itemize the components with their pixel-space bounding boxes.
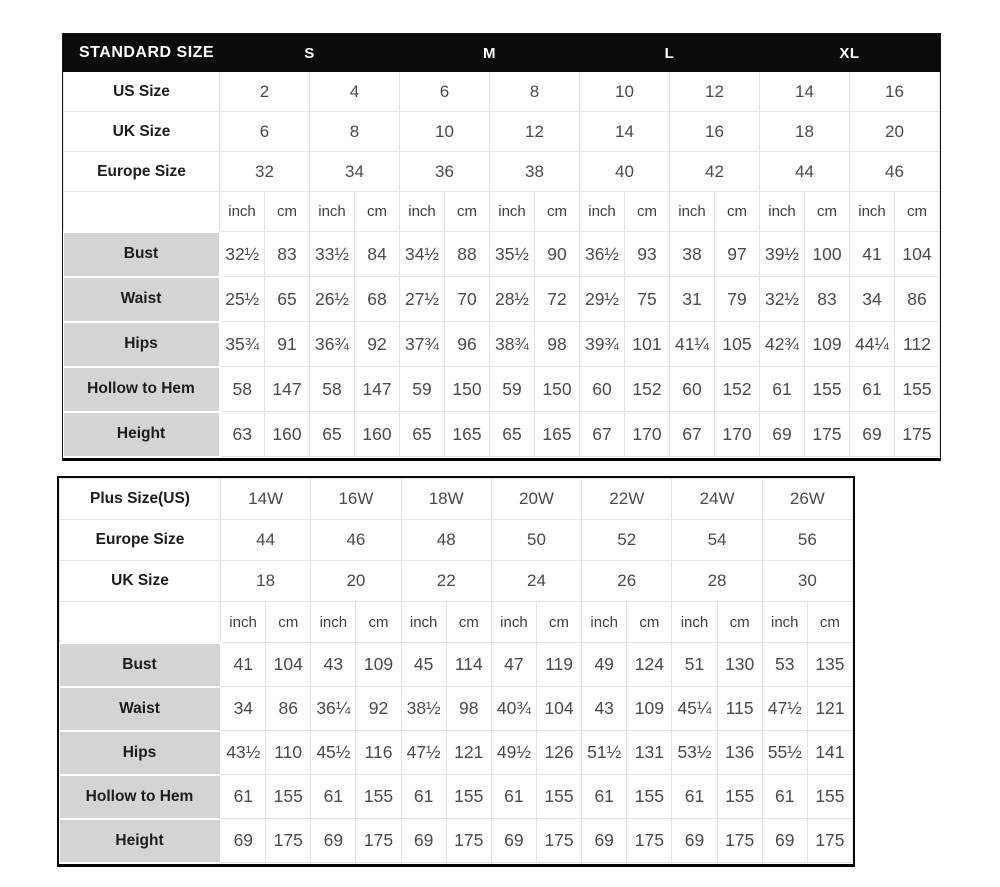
measurement-value: 41¼ bbox=[670, 322, 715, 367]
measurement-value: 32½ bbox=[760, 277, 805, 322]
measurement-value: 165 bbox=[535, 412, 580, 457]
measurement-label: Hips bbox=[64, 322, 220, 367]
measurement-value: 86 bbox=[266, 687, 311, 731]
unit-label-inch: inch bbox=[582, 602, 627, 643]
measurement-value: 35½ bbox=[490, 232, 535, 277]
row-label: Europe Size bbox=[64, 152, 220, 192]
measurement-value: 155 bbox=[717, 775, 762, 819]
measurement-value: 69 bbox=[850, 412, 895, 457]
measurement-value: 44¼ bbox=[850, 322, 895, 367]
measurement-value: 60 bbox=[670, 367, 715, 412]
unit-label-cm: cm bbox=[805, 192, 850, 232]
measurement-value: 68 bbox=[355, 277, 400, 322]
unit-label-inch: inch bbox=[760, 192, 805, 232]
size-value: 14W bbox=[221, 479, 311, 520]
measurement-value: 61 bbox=[221, 775, 266, 819]
measurement-value: 72 bbox=[535, 277, 580, 322]
size-value: 48 bbox=[401, 520, 491, 561]
unit-label-inch: inch bbox=[670, 192, 715, 232]
measurement-value: 147 bbox=[355, 367, 400, 412]
measurement-value: 150 bbox=[445, 367, 490, 412]
size-value: 30 bbox=[762, 561, 852, 602]
measurement-value: 69 bbox=[672, 819, 717, 863]
measurement-value: 59 bbox=[490, 367, 535, 412]
measurement-value: 43 bbox=[582, 687, 627, 731]
unit-label-cm: cm bbox=[627, 602, 672, 643]
measurement-label: Height bbox=[60, 819, 221, 863]
measurement-value: 43½ bbox=[221, 731, 266, 775]
measurement-value: 59 bbox=[400, 367, 445, 412]
measurement-value: 170 bbox=[625, 412, 670, 457]
measurement-value: 53 bbox=[762, 643, 807, 687]
measurement-value: 116 bbox=[356, 731, 401, 775]
measurement-value: 51 bbox=[672, 643, 717, 687]
unit-label-inch: inch bbox=[311, 602, 356, 643]
row-label: UK Size bbox=[64, 112, 220, 152]
measurement-value: 37¾ bbox=[400, 322, 445, 367]
size-value: 10 bbox=[580, 72, 670, 112]
measurement-label: Bust bbox=[64, 232, 220, 277]
size-group-header: M bbox=[400, 35, 580, 72]
measurement-value: 51½ bbox=[582, 731, 627, 775]
measurement-value: 79 bbox=[715, 277, 760, 322]
measurement-value: 63 bbox=[220, 412, 265, 457]
unit-label-inch: inch bbox=[580, 192, 625, 232]
measurement-value: 83 bbox=[265, 232, 310, 277]
measurement-value: 93 bbox=[625, 232, 670, 277]
measurement-value: 34½ bbox=[400, 232, 445, 277]
unit-label-inch: inch bbox=[221, 602, 266, 643]
measurement-value: 38 bbox=[670, 232, 715, 277]
measurement-value: 45 bbox=[401, 643, 446, 687]
measurement-value: 38¾ bbox=[490, 322, 535, 367]
size-value: 46 bbox=[850, 152, 940, 192]
table-body bbox=[60, 479, 853, 863]
measurement-value: 155 bbox=[536, 775, 581, 819]
measurement-value: 147 bbox=[265, 367, 310, 412]
measurement-value: 175 bbox=[805, 412, 850, 457]
size-value: 16 bbox=[670, 112, 760, 152]
measurement-value: 45¼ bbox=[672, 687, 717, 731]
measurement-value: 49 bbox=[582, 643, 627, 687]
measurement-value: 42¾ bbox=[760, 322, 805, 367]
measurement-value: 41 bbox=[850, 232, 895, 277]
size-value: 22W bbox=[582, 479, 672, 520]
measurement-value: 75 bbox=[625, 277, 670, 322]
measurement-label: Hips bbox=[60, 731, 221, 775]
measurement-value: 34 bbox=[850, 277, 895, 322]
unit-label-inch: inch bbox=[672, 602, 717, 643]
size-value: 12 bbox=[490, 112, 580, 152]
unit-row-blank bbox=[60, 602, 221, 643]
measurement-value: 104 bbox=[536, 687, 581, 731]
size-value: 52 bbox=[582, 520, 672, 561]
measurement-value: 112 bbox=[895, 322, 940, 367]
table-head bbox=[64, 35, 940, 72]
measurement-value: 83 bbox=[805, 277, 850, 322]
measurement-value: 47½ bbox=[401, 731, 446, 775]
measurement-value: 84 bbox=[355, 232, 400, 277]
measurement-value: 69 bbox=[762, 819, 807, 863]
measurement-value: 155 bbox=[356, 775, 401, 819]
size-value: 46 bbox=[311, 520, 401, 561]
measurement-value: 55½ bbox=[762, 731, 807, 775]
measurement-value: 35¾ bbox=[220, 322, 265, 367]
unit-label-inch: inch bbox=[401, 602, 446, 643]
size-value: 24W bbox=[672, 479, 762, 520]
measurement-label: Waist bbox=[64, 277, 220, 322]
measurement-value: 61 bbox=[582, 775, 627, 819]
measurement-value: 110 bbox=[266, 731, 311, 775]
measurement-value: 150 bbox=[535, 367, 580, 412]
measurement-row bbox=[64, 232, 940, 277]
measurement-value: 152 bbox=[625, 367, 670, 412]
measurement-value: 27½ bbox=[400, 277, 445, 322]
measurement-value: 175 bbox=[895, 412, 940, 457]
measurement-value: 36¾ bbox=[310, 322, 355, 367]
size-row bbox=[64, 112, 940, 152]
size-value: 50 bbox=[491, 520, 581, 561]
unit-label-inch: inch bbox=[490, 192, 535, 232]
measurement-value: 98 bbox=[446, 687, 491, 731]
size-value: 32 bbox=[220, 152, 310, 192]
unit-label-inch: inch bbox=[850, 192, 895, 232]
measurement-value: 155 bbox=[805, 367, 850, 412]
measurement-value: 175 bbox=[627, 819, 672, 863]
measurement-value: 38½ bbox=[401, 687, 446, 731]
size-value: 4 bbox=[310, 72, 400, 112]
size-value: 34 bbox=[310, 152, 400, 192]
unit-label-cm: cm bbox=[535, 192, 580, 232]
measurement-value: 160 bbox=[265, 412, 310, 457]
size-value: 22 bbox=[401, 561, 491, 602]
measurement-value: 61 bbox=[401, 775, 446, 819]
unit-label-inch: inch bbox=[762, 602, 807, 643]
size-value: 14 bbox=[580, 112, 670, 152]
measurement-value: 121 bbox=[446, 731, 491, 775]
measurement-value: 92 bbox=[355, 322, 400, 367]
size-group-header: L bbox=[580, 35, 760, 72]
measurement-value: 90 bbox=[535, 232, 580, 277]
measurement-row bbox=[64, 277, 940, 322]
measurement-value: 115 bbox=[717, 687, 762, 731]
unit-label-cm: cm bbox=[445, 192, 490, 232]
size-value: 20W bbox=[491, 479, 581, 520]
measurement-value: 105 bbox=[715, 322, 760, 367]
size-row bbox=[60, 561, 853, 602]
measurement-label: Hollow to Hem bbox=[60, 775, 221, 819]
measurement-value: 98 bbox=[535, 322, 580, 367]
measurement-value: 155 bbox=[446, 775, 491, 819]
measurement-label: Height bbox=[64, 412, 220, 457]
measurement-value: 61 bbox=[311, 775, 356, 819]
measurement-value: 141 bbox=[807, 731, 852, 775]
size-value: 6 bbox=[400, 72, 490, 112]
size-value: 40 bbox=[580, 152, 670, 192]
measurement-value: 47 bbox=[491, 643, 536, 687]
measurement-value: 65 bbox=[265, 277, 310, 322]
unit-label-cm: cm bbox=[717, 602, 762, 643]
unit-label-cm: cm bbox=[266, 602, 311, 643]
size-value: 10 bbox=[400, 112, 490, 152]
measurement-value: 155 bbox=[627, 775, 672, 819]
size-group-header: S bbox=[220, 35, 400, 72]
measurement-value: 33½ bbox=[310, 232, 355, 277]
measurement-value: 109 bbox=[805, 322, 850, 367]
measurement-value: 69 bbox=[401, 819, 446, 863]
measurement-value: 101 bbox=[625, 322, 670, 367]
size-value: 8 bbox=[310, 112, 400, 152]
measurement-value: 109 bbox=[627, 687, 672, 731]
measurement-value: 61 bbox=[760, 367, 805, 412]
size-value: 8 bbox=[490, 72, 580, 112]
measurement-label: Bust bbox=[60, 643, 221, 687]
measurement-row bbox=[60, 687, 853, 731]
measurement-row bbox=[64, 322, 940, 367]
measurement-value: 91 bbox=[265, 322, 310, 367]
measurement-value: 121 bbox=[807, 687, 852, 731]
measurement-value: 43 bbox=[311, 643, 356, 687]
size-value: 16 bbox=[850, 72, 940, 112]
measurement-value: 65 bbox=[310, 412, 355, 457]
size-value: 44 bbox=[760, 152, 850, 192]
measurement-value: 136 bbox=[717, 731, 762, 775]
unit-row bbox=[64, 192, 940, 232]
size-row bbox=[64, 72, 940, 112]
measurement-label: Hollow to Hem bbox=[64, 367, 220, 412]
measurement-value: 170 bbox=[715, 412, 760, 457]
measurement-value: 39½ bbox=[760, 232, 805, 277]
measurement-value: 29½ bbox=[580, 277, 625, 322]
size-value: 2 bbox=[220, 72, 310, 112]
unit-label-cm: cm bbox=[356, 602, 401, 643]
plus-size-table bbox=[59, 478, 853, 864]
measurement-value: 69 bbox=[491, 819, 536, 863]
measurement-value: 45½ bbox=[311, 731, 356, 775]
measurement-value: 96 bbox=[445, 322, 490, 367]
size-value: 42 bbox=[670, 152, 760, 192]
size-value: 20 bbox=[311, 561, 401, 602]
size-value: 18 bbox=[760, 112, 850, 152]
size-value: 12 bbox=[670, 72, 760, 112]
unit-label-cm: cm bbox=[355, 192, 400, 232]
unit-row-blank bbox=[64, 192, 220, 232]
measurement-value: 124 bbox=[627, 643, 672, 687]
measurement-value: 152 bbox=[715, 367, 760, 412]
measurement-value: 88 bbox=[445, 232, 490, 277]
measurement-value: 65 bbox=[400, 412, 445, 457]
header-row bbox=[64, 35, 940, 72]
measurement-value: 175 bbox=[446, 819, 491, 863]
standard-size-table-frame bbox=[62, 33, 941, 461]
measurement-row bbox=[64, 412, 940, 457]
standard-size-table bbox=[63, 34, 940, 458]
size-value: 6 bbox=[220, 112, 310, 152]
measurement-value: 69 bbox=[311, 819, 356, 863]
plus-size-table-frame bbox=[57, 476, 855, 867]
measurement-value: 69 bbox=[221, 819, 266, 863]
measurement-value: 26½ bbox=[310, 277, 355, 322]
measurement-value: 165 bbox=[445, 412, 490, 457]
measurement-value: 160 bbox=[355, 412, 400, 457]
measurement-value: 119 bbox=[536, 643, 581, 687]
measurement-value: 175 bbox=[807, 819, 852, 863]
size-value: 24 bbox=[491, 561, 581, 602]
measurement-value: 155 bbox=[895, 367, 940, 412]
unit-row bbox=[60, 602, 853, 643]
size-group-header: XL bbox=[760, 35, 940, 72]
size-value: 36 bbox=[400, 152, 490, 192]
measurement-value: 175 bbox=[536, 819, 581, 863]
measurement-row bbox=[64, 367, 940, 412]
unit-label-cm: cm bbox=[265, 192, 310, 232]
size-value: 38 bbox=[490, 152, 580, 192]
measurement-value: 49½ bbox=[491, 731, 536, 775]
unit-label-cm: cm bbox=[446, 602, 491, 643]
measurement-row bbox=[60, 775, 853, 819]
size-row bbox=[60, 520, 853, 561]
size-value: 28 bbox=[672, 561, 762, 602]
size-row bbox=[60, 479, 853, 520]
measurement-value: 41 bbox=[221, 643, 266, 687]
measurement-value: 31 bbox=[670, 277, 715, 322]
size-value: 44 bbox=[221, 520, 311, 561]
measurement-value: 155 bbox=[807, 775, 852, 819]
row-label: UK Size bbox=[60, 561, 221, 602]
measurement-value: 109 bbox=[356, 643, 401, 687]
unit-label-cm: cm bbox=[536, 602, 581, 643]
measurement-value: 61 bbox=[672, 775, 717, 819]
measurement-value: 130 bbox=[717, 643, 762, 687]
measurement-value: 126 bbox=[536, 731, 581, 775]
size-value: 26 bbox=[582, 561, 672, 602]
measurement-value: 135 bbox=[807, 643, 852, 687]
measurement-row bbox=[60, 731, 853, 775]
size-row bbox=[64, 152, 940, 192]
measurement-value: 114 bbox=[446, 643, 491, 687]
measurement-value: 70 bbox=[445, 277, 490, 322]
measurement-value: 175 bbox=[356, 819, 401, 863]
measurement-value: 58 bbox=[220, 367, 265, 412]
measurement-label: Waist bbox=[60, 687, 221, 731]
measurement-value: 60 bbox=[580, 367, 625, 412]
measurement-value: 155 bbox=[266, 775, 311, 819]
measurement-value: 92 bbox=[356, 687, 401, 731]
measurement-value: 34 bbox=[221, 687, 266, 731]
measurement-value: 67 bbox=[580, 412, 625, 457]
measurement-value: 58 bbox=[310, 367, 355, 412]
measurement-value: 40¾ bbox=[491, 687, 536, 731]
size-value: 54 bbox=[672, 520, 762, 561]
measurement-value: 104 bbox=[895, 232, 940, 277]
measurement-value: 69 bbox=[582, 819, 627, 863]
measurement-value: 28½ bbox=[490, 277, 535, 322]
unit-label-cm: cm bbox=[625, 192, 670, 232]
measurement-value: 100 bbox=[805, 232, 850, 277]
unit-label-inch: inch bbox=[310, 192, 355, 232]
table-title: STANDARD SIZE bbox=[64, 35, 220, 72]
measurement-row bbox=[60, 819, 853, 863]
measurement-value: 65 bbox=[490, 412, 535, 457]
size-value: 18W bbox=[401, 479, 491, 520]
size-value: 20 bbox=[850, 112, 940, 152]
measurement-value: 104 bbox=[266, 643, 311, 687]
size-value: 16W bbox=[311, 479, 401, 520]
measurement-value: 47½ bbox=[762, 687, 807, 731]
unit-label-cm: cm bbox=[715, 192, 760, 232]
measurement-value: 97 bbox=[715, 232, 760, 277]
measurement-value: 36½ bbox=[580, 232, 625, 277]
unit-label-inch: inch bbox=[400, 192, 445, 232]
measurement-value: 36¼ bbox=[311, 687, 356, 731]
measurement-row bbox=[60, 643, 853, 687]
size-value: 26W bbox=[762, 479, 852, 520]
size-value: 56 bbox=[762, 520, 852, 561]
measurement-value: 25½ bbox=[220, 277, 265, 322]
unit-label-inch: inch bbox=[220, 192, 265, 232]
unit-label-inch: inch bbox=[491, 602, 536, 643]
measurement-value: 53½ bbox=[672, 731, 717, 775]
unit-label-cm: cm bbox=[807, 602, 852, 643]
row-label: Europe Size bbox=[60, 520, 221, 561]
measurement-value: 61 bbox=[850, 367, 895, 412]
measurement-value: 69 bbox=[760, 412, 805, 457]
measurement-value: 175 bbox=[266, 819, 311, 863]
table-body bbox=[64, 72, 940, 457]
row-label: US Size bbox=[64, 72, 220, 112]
measurement-value: 67 bbox=[670, 412, 715, 457]
measurement-value: 175 bbox=[717, 819, 762, 863]
measurement-value: 39¾ bbox=[580, 322, 625, 367]
measurement-value: 61 bbox=[762, 775, 807, 819]
unit-label-cm: cm bbox=[895, 192, 940, 232]
size-value: 14 bbox=[760, 72, 850, 112]
measurement-value: 32½ bbox=[220, 232, 265, 277]
measurement-value: 61 bbox=[491, 775, 536, 819]
measurement-value: 86 bbox=[895, 277, 940, 322]
row-label: Plus Size(US) bbox=[60, 479, 221, 520]
measurement-value: 131 bbox=[627, 731, 672, 775]
size-value: 18 bbox=[221, 561, 311, 602]
